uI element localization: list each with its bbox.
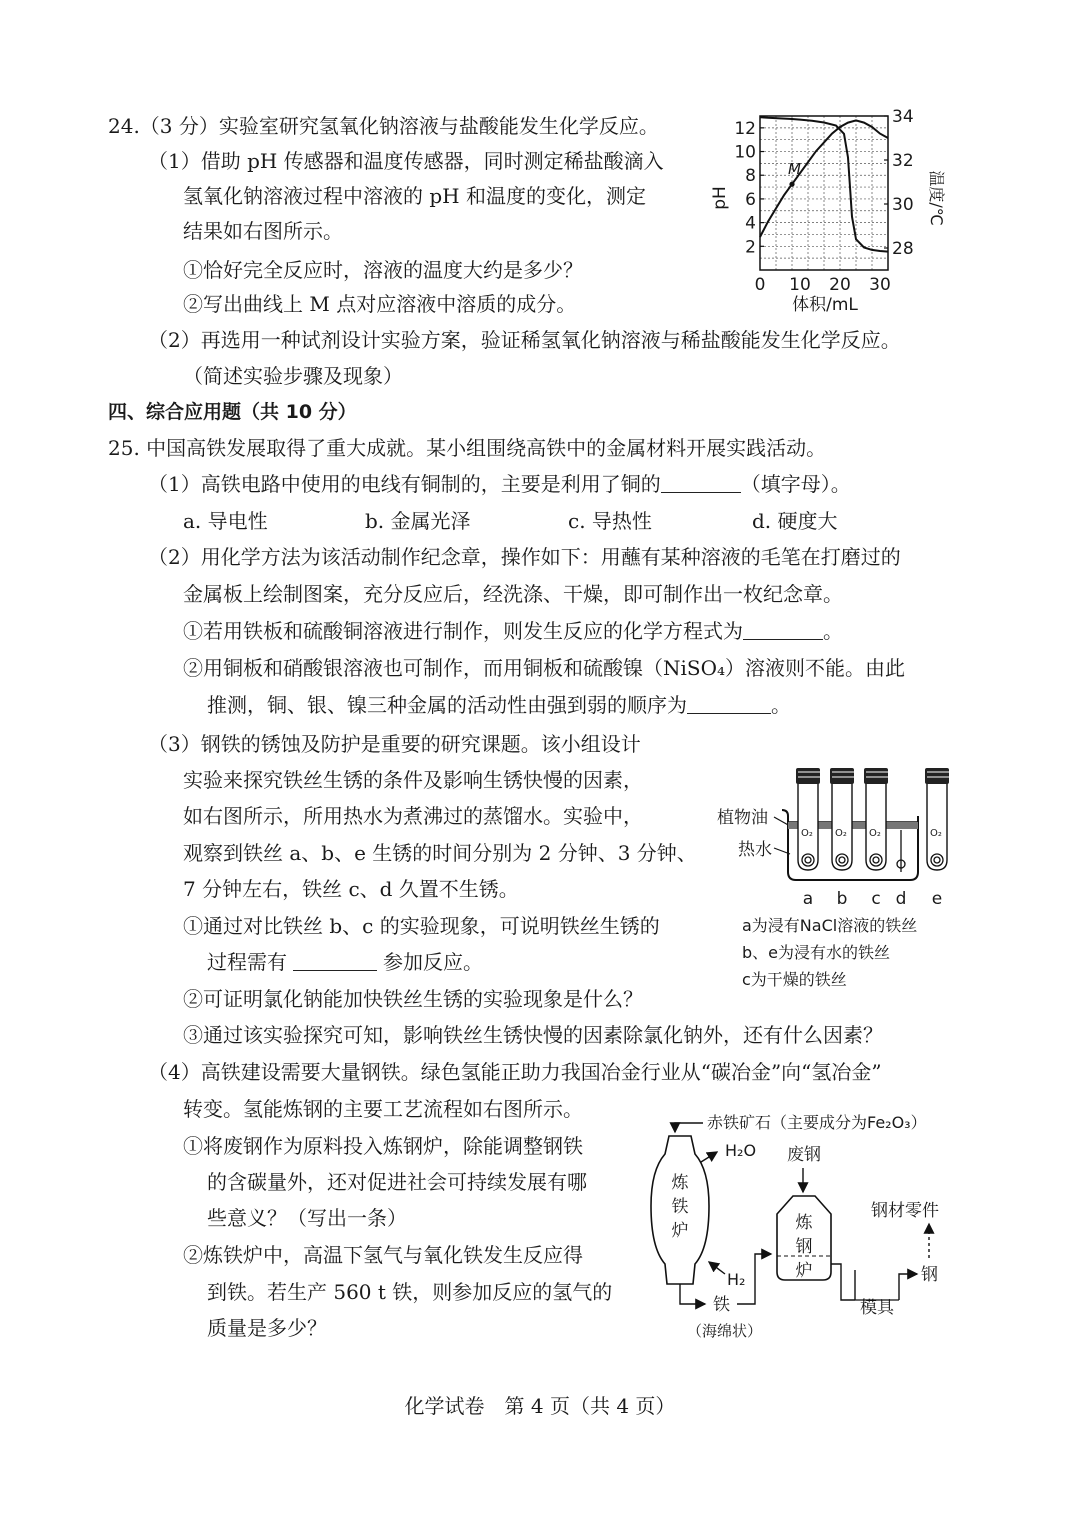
punctuation: 。 bbox=[771, 693, 791, 717]
stopper-e bbox=[925, 768, 949, 784]
q25-part2-line2: 金属板上绘制图案，充分反应后，经洗涤、干燥，即可制作出一枚纪念章。 bbox=[183, 582, 843, 606]
y-tick-label: 2 bbox=[745, 237, 756, 258]
steel-furnace-char-1: 炼 bbox=[795, 1213, 813, 1233]
point-m-label: M bbox=[788, 160, 801, 179]
steelmaking-flow-figure bbox=[655, 1096, 955, 1346]
stoppers bbox=[796, 768, 949, 784]
punctuation: 。 bbox=[823, 619, 843, 643]
tube-label-b: b bbox=[836, 889, 848, 909]
q25-part3-question1-line2 bbox=[207, 948, 483, 976]
ore-label: 赤铁矿石（主要成分为Fe₂O₃） bbox=[707, 1113, 927, 1132]
q25-part3-question1-text: 过程需有 bbox=[207, 950, 287, 974]
stopper-b bbox=[830, 768, 854, 784]
x-tick-label: 10 bbox=[789, 275, 811, 295]
o2-label-b: O₂ bbox=[835, 828, 847, 839]
q25-part2-line1: （2）用化学方法为该活动制作纪念章，操作如下：用蘸有某种溶液的毛笔在打磨过的 bbox=[148, 545, 901, 569]
q25-part3-question1-line1: ①通过对比铁丝 b、c 的实验现象，可说明铁丝生锈的 bbox=[183, 914, 660, 938]
tube-label-d: d bbox=[895, 889, 907, 909]
q25-part2-question2-text: 推测，铜、银、镍三种金属的活动性由强到弱的顺序为 bbox=[207, 693, 687, 717]
q25-part1-text: （1）高铁电路中使用的电线有铜制的，主要是利用了铜的 bbox=[148, 472, 661, 496]
q25-part3-line3: 如右图所示，所用热水为煮沸过的蒸馏水。实验中， bbox=[183, 804, 643, 828]
stopper-c bbox=[864, 768, 888, 784]
steel-label: 钢 bbox=[921, 1265, 938, 1285]
iron-furnace-char-2: 铁 bbox=[671, 1197, 689, 1217]
q24-part1-line2: 氢氧化钠溶液过程中溶液的 pH 和温度的变化，测定 bbox=[183, 184, 646, 208]
iron-furnace-char-1: 炼 bbox=[671, 1173, 689, 1193]
q25-part4-question2-line2: 到铁。若生产 560 t 铁，则参加反应的氢气的 bbox=[207, 1280, 613, 1304]
oil-label: 植物油 bbox=[717, 808, 768, 828]
mold-label: 模具 bbox=[860, 1298, 894, 1318]
tube-label-e: e bbox=[931, 889, 943, 909]
q25-part3-question2: ②可证明氯化钠能加快铁丝生锈的实验现象是什么？ bbox=[183, 987, 643, 1011]
q25-part4-question1-line1: ①将废钢作为原料投入炼钢炉，除能调整钢铁 bbox=[183, 1134, 583, 1158]
option-b: b. 金属光泽 bbox=[365, 509, 471, 533]
y-axis-label: pH bbox=[710, 186, 730, 210]
rust-caption-3: c为干燥的铁丝 bbox=[742, 970, 847, 989]
q25-part4-line1: （4）高铁建设需要大量钢铁。绿色氢能正助力我国冶金行业从“碳冶金”向“氢冶金” bbox=[148, 1060, 882, 1084]
q24-part1-line1: （1）借助 pH 传感器和温度传感器，同时测定稀盐酸滴入 bbox=[148, 149, 664, 173]
y-right-tick-label: 34 bbox=[892, 107, 914, 127]
y-tick-label: 12 bbox=[734, 118, 756, 139]
point-m-marker bbox=[789, 182, 794, 187]
q25-part4-question2-line3: 质量是多少？ bbox=[207, 1316, 327, 1340]
q25-part4-question1-line2: 的含碳量外，还对促进社会可持续发展有哪 bbox=[207, 1170, 587, 1194]
y-tick-label: 4 bbox=[745, 213, 756, 234]
x-tick-label: 20 bbox=[829, 275, 851, 295]
tube-label-a: a bbox=[802, 889, 814, 909]
q24-stem: 24.（3 分）实验室研究氢氧化钠溶液与盐酸能发生化学反应。 bbox=[108, 114, 659, 138]
q24-part1-question2: ②写出曲线上 M 点对应溶液中溶质的成分。 bbox=[183, 292, 577, 316]
q25-part4-question1-line3: 些意义？（写出一条） bbox=[207, 1206, 407, 1230]
y-right-axis-label: 温度/℃ bbox=[927, 170, 946, 226]
o2-label-e: O₂ bbox=[930, 828, 942, 839]
rust-caption-2: b、e为浸有水的铁丝 bbox=[742, 943, 891, 962]
answer-blank[interactable] bbox=[743, 619, 823, 640]
q25-part3-line1: （3）钢铁的锈蚀及防护是重要的研究课题。该小组设计 bbox=[148, 732, 641, 756]
rust-caption-1: a为浸有NaCl溶液的铁丝 bbox=[742, 916, 918, 935]
q25-part3-question1-suffix: 参加反应。 bbox=[383, 950, 483, 974]
page-footer: 化学试卷 第 4 页（共 4 页） bbox=[404, 1394, 676, 1418]
steel-furnace-char-2: 钢 bbox=[795, 1237, 813, 1257]
q25-part3-line2: 实验来探究铁丝生锈的条件及影响生锈快慢的因素， bbox=[183, 768, 643, 792]
answer-blank[interactable] bbox=[293, 950, 377, 971]
q25-part2-question2-line2 bbox=[207, 691, 791, 719]
q25-part4-line2: 转变。氢能炼钢的主要工艺流程如右图所示。 bbox=[183, 1097, 583, 1121]
option-d: d. 硬度大 bbox=[752, 509, 838, 533]
stopper-a bbox=[796, 768, 820, 784]
steel-parts-label: 钢材零件 bbox=[871, 1201, 939, 1221]
q24-part1-line3: 结果如右图所示。 bbox=[183, 219, 343, 243]
q25-part2-question2-line1: ②用铜板和硝酸银溶液也可制作，而用铜板和硫酸镍（NiSO₄）溶液则不能。由此 bbox=[183, 656, 906, 680]
o2-label-c: O₂ bbox=[869, 828, 881, 839]
q25-part3-line5: 7 分钟左右，铁丝 c、d 久置不生锈。 bbox=[183, 877, 519, 901]
steel-furnace-char-3: 炉 bbox=[795, 1261, 813, 1281]
q25-part3-line4: 观察到铁丝 a、b、e 生锈的时间分别为 2 分钟、3 分钟、 bbox=[183, 841, 697, 865]
q25-part2-question1 bbox=[183, 617, 843, 645]
y-tick-label: 10 bbox=[734, 142, 756, 163]
ph-temperature-chart bbox=[705, 104, 946, 318]
q25-part2-question1-text: ①若用铁板和硫酸铜溶液进行制作，则发生反应的化学方程式为 bbox=[183, 619, 743, 643]
sponge-iron-note: （海绵状） bbox=[687, 1322, 763, 1340]
o2-label-a: O₂ bbox=[801, 828, 813, 839]
q24-part2-line2: （简述实验步骤及现象） bbox=[183, 364, 403, 388]
iron-label: 铁 bbox=[713, 1295, 730, 1315]
y-right-tick-label: 30 bbox=[892, 195, 914, 215]
scrap-steel-label: 废钢 bbox=[787, 1145, 821, 1165]
chart-grid bbox=[760, 116, 888, 270]
x-tick-label: 0 bbox=[754, 275, 766, 295]
y-right-tick-label: 32 bbox=[892, 151, 914, 171]
y-tick-label: 6 bbox=[745, 189, 756, 210]
h2o-label: H₂O bbox=[725, 1141, 757, 1160]
rust-experiment-figure bbox=[714, 760, 954, 910]
q25-stem: 25. 中国高铁发展取得了重大成就。某小组围绕高铁中的金属材料开展实践活动。 bbox=[108, 436, 827, 460]
answer-blank[interactable] bbox=[687, 693, 771, 714]
q25-part4-question2-line1: ②炼铁炉中，高温下氢气与氧化铁发生反应得 bbox=[183, 1243, 583, 1267]
q24-part1-question1: ①恰好完全反应时，溶液的温度大约是多少？ bbox=[183, 258, 583, 282]
option-a: a. 导电性 bbox=[183, 509, 268, 533]
q24-part2-line1: （2）再选用一种试剂设计实验方案，验证稀氢氧化钠溶液与稀盐酸能发生化学反应。 bbox=[148, 328, 901, 352]
section-4-heading: 四、综合应用题（共 10 分） bbox=[108, 401, 357, 423]
x-tick-label: 30 bbox=[869, 275, 891, 295]
q25-part1-suffix: （填字母）。 bbox=[740, 472, 851, 496]
q25-part1 bbox=[148, 470, 851, 498]
y-tick-label: 8 bbox=[745, 166, 756, 187]
hot-water-label: 热水 bbox=[738, 840, 772, 860]
h2-label: H₂ bbox=[727, 1270, 746, 1289]
iron-furnace-char-3: 炉 bbox=[671, 1221, 689, 1241]
option-c: c. 导热性 bbox=[568, 509, 652, 533]
y-right-tick-label: 28 bbox=[892, 239, 914, 259]
x-axis-label: 体积/mL bbox=[792, 295, 858, 315]
tube-label-c: c bbox=[871, 889, 881, 909]
q25-part3-question3: ③通过该实验探究可知，影响铁丝生锈快慢的因素除氯化钠外，还有什么因素？ bbox=[183, 1023, 883, 1047]
answer-blank[interactable] bbox=[661, 472, 741, 493]
